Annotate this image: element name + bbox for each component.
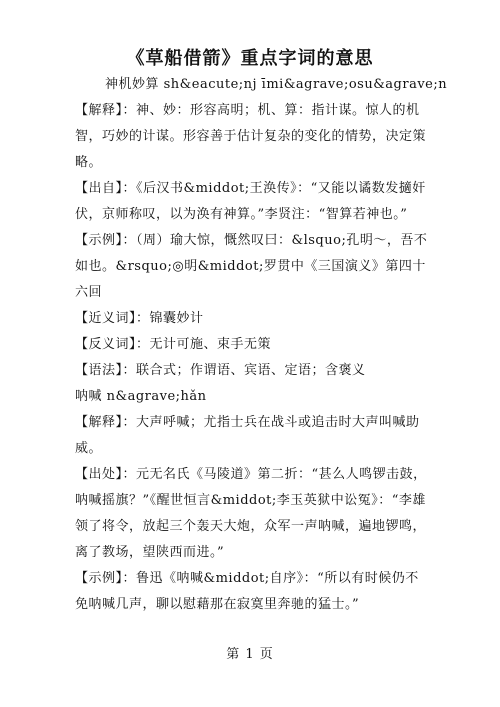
source-section <box>75 462 430 566</box>
section-label: 【语法】 <box>75 363 123 378</box>
section-label: 【解释】 <box>75 415 123 430</box>
section-text: ：（周）瑜大惊，慨然叹曰：&lsquo;孔明～，吾不如也。&rsquo;◎明&middot;罗贯中《三国演义》第四十六回 <box>75 233 428 300</box>
grammar-section <box>75 358 430 384</box>
example-section <box>75 228 430 306</box>
explanation-section <box>75 98 430 176</box>
section-text: ：联合式；作谓语、宾语、定语；含褒义 <box>122 363 366 378</box>
document-body <box>75 72 448 618</box>
section-label: 【反义词】 <box>75 337 137 352</box>
section-label: 【示例】 <box>75 233 123 248</box>
example-section <box>75 566 430 618</box>
section-text: ：大声呼喊；尤指士兵在战斗或追击时大声叫喊助威。 <box>75 415 420 456</box>
synonym-section <box>75 306 430 332</box>
section-text: ：神、妙：形容高明；机、算：指计谋。惊人的机智，巧妙的计谋。形容善于估计复杂的变化的情势，决定策略。 <box>75 103 427 170</box>
section-text: ：锦囊妙计 <box>136 311 204 326</box>
explanation-section <box>75 410 430 462</box>
section-label: 【示例】 <box>75 571 123 586</box>
headword-line: 神机妙算 sh&eacute;nj īmi&agrave;osu&agrave;n <box>105 77 448 92</box>
section-label: 【出自】 <box>75 181 123 196</box>
document-title: 《草船借箭》重点字词的意思 <box>126 48 374 69</box>
section-text: ：无计可施、束手无策 <box>136 337 272 352</box>
section-text: ：鲁迅《呐喊&middot;自序》：“所以有时候仍不免呐喊几声，聊以慰藉那在寂寞里奔驰的猛士。” <box>75 571 419 612</box>
section-label: 【近义词】 <box>75 311 137 326</box>
page-number: 第 1 页 <box>226 647 274 662</box>
section-label: 【解释】 <box>75 103 123 118</box>
section-label: 【出处】 <box>75 467 123 482</box>
section-text: ：元无名氏《马陵道》第二折：“甚么人鸣锣击鼓，呐喊摇旗？”《醒世恒言&middot;李玉英狱中讼冤》：“李雄领了将令，放起三个轰天大炮，众军一声呐喊，遍地锣鸣，离了教场，望陕西而进。” <box>75 467 427 560</box>
antonym-section <box>75 332 430 358</box>
headword-line: 呐喊 n&agrave;hǎn <box>75 389 207 404</box>
source-section <box>75 176 430 228</box>
section-text: ：《后汉书&middot;王涣传》：“又能以谲数发擿奸伏，京师称叹，以为涣有神算。”李贤注：“智算若神也。” <box>75 181 426 222</box>
